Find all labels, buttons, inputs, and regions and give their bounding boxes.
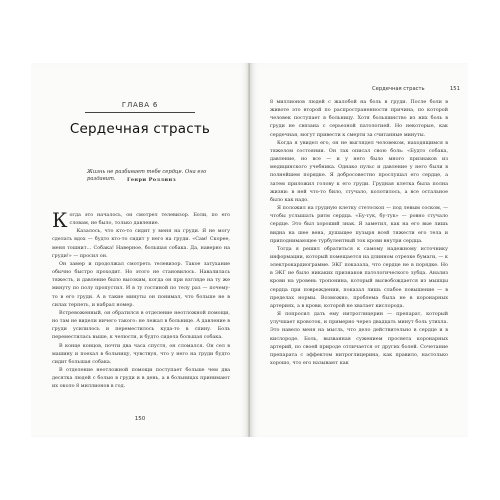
right-body-text xyxy=(270,98,448,367)
chapter-label: ГЛАВА 6 xyxy=(121,101,159,109)
paragraph: Тогда я решил обратиться к самому надежному источнику информации, который помещается на длинном отрезке бумаги, — к электрокардиограмме. ЭКГ показала, что сердце не в порядке. Но в ЭКГ не было никаких признаков патологического зубца. Анализ крови на уровень тропонина, который высвобождается из мышцы сердца при повреждении, показал лишь слабое повышение — в пределах нормы. Возможно, проблема была не в коронарных артериях, а в крови, которой не хватает кислорода. xyxy=(270,245,448,309)
dropcap: К xyxy=(52,208,68,232)
paragraph: В отделение неотложной помощи поступает больше чем два десятка людей с болью в груди и в день, а в больницах принимают их около 8 миллионов в год. xyxy=(52,366,230,390)
paragraph: В конце концов, почти два часа спустя, он сломался. Он сел в машину и поехал в больницу, чувствуя, что у него на груди будто сидит большая собака. xyxy=(52,342,230,365)
book-spread xyxy=(31,63,468,437)
chapter-divider xyxy=(85,112,195,113)
paragraph: Казалось, что кто-то сидит у меня на груди. Я не могу сделать вдох — будто кто-то сидит у него на груди. «Сам! Скорее, меня тошнит… Собака! Наверное, большая собака. Да, наверно на груди!» — просил он. xyxy=(52,228,230,259)
right-page xyxy=(250,63,468,437)
paragraph xyxy=(52,208,230,232)
paragraph: Я попросил дать ему нитроглицерин — препарат, который улучшает кровоток, и примерно через двадцать минут боль утихла. Это навело меня на мысль, что дело действительно в сердце и в кислороде. Боль, вызванная сужением просвета коронарных артерий, по своей природе отличается от других болей. Сочетание препарата с эффектом нитроглицерина, как правило, настолько хорошо, что его называют как xyxy=(270,311,448,366)
page-number-right: 151 xyxy=(450,86,460,92)
chapter-title: Сердечная страсть xyxy=(69,121,211,137)
left-body-text xyxy=(52,208,230,390)
paragraph: Он замер и продолжал смотреть телевизор. Такое затухание обычно быстро проходит. Но этого не становилось. Навалилась тяжесть, и давление было высоким, когда он при взгляде на ту же минуту по полу пропустил. И в ту гостиной по телу раз — почему-то в его груди. А в такие минуты он понимал, что больше не в силах терпеть, и набрал номер. xyxy=(52,260,230,308)
page-number-left: 150 xyxy=(134,416,146,422)
paragraph: Я положил на грудную клетку стетоскоп — под левым соском, — чтобы услышать ритм сердца. «Бу-тук, бу-тук» — ровно стучало сердце. Это был хороший знак. Я заметил, как на его вые лишь видна на шее вена, душащее пузыря всей тяжести его тела и приподнимающее турбулентный ток крови внутри сердца. xyxy=(270,205,448,244)
paragraph: 8 миллионов людей с жалобой на боль в груди. После боли в животе это второй по распространенности причина, по которой человек поступает в больницу. Хотя большинство из них боль в груди не связана с серьезной патологией. Но некоторые, как сердечная, могут привести к смерти за считанные минуты. xyxy=(270,99,448,138)
epigraph-text: Жизнь не разбивает тебе сердце. Она его раздавит. xyxy=(87,169,207,182)
running-head: Сердечная страсть xyxy=(372,86,425,92)
epigraph-author: Генри Роллинз xyxy=(127,177,177,183)
paragraph-text: огда это началось, он смотрел телевизор. Боли, по его словам, не было, только давление. xyxy=(69,212,230,227)
paragraph: Когда я увидел его, он не выглядел человеком, находящимся в тяжелом состоянии. Он так описал свою боль: «Будто собака, давление, но все — и у него было много признаков из медицинского учебника. Однако пульс и давление у него были в полнейшем порядке. Я добросовестно прослушал его сердце, а затем приложил голову к его груди. Грудная клетка была полна жизни: в ней что-то било, стучало, колотилось, а все остальное было как надо. xyxy=(270,139,448,203)
paragraph: Встревоженный, он обратился в отделение неотложной помощи, но там не видели ничего такого: не лежал в больнице. А давление в груди усилилось и переместилось куда-то в спину. Боль переместилась выше, к челюсти, и будто сидела большая собака. xyxy=(52,309,230,341)
left-page xyxy=(31,63,249,437)
